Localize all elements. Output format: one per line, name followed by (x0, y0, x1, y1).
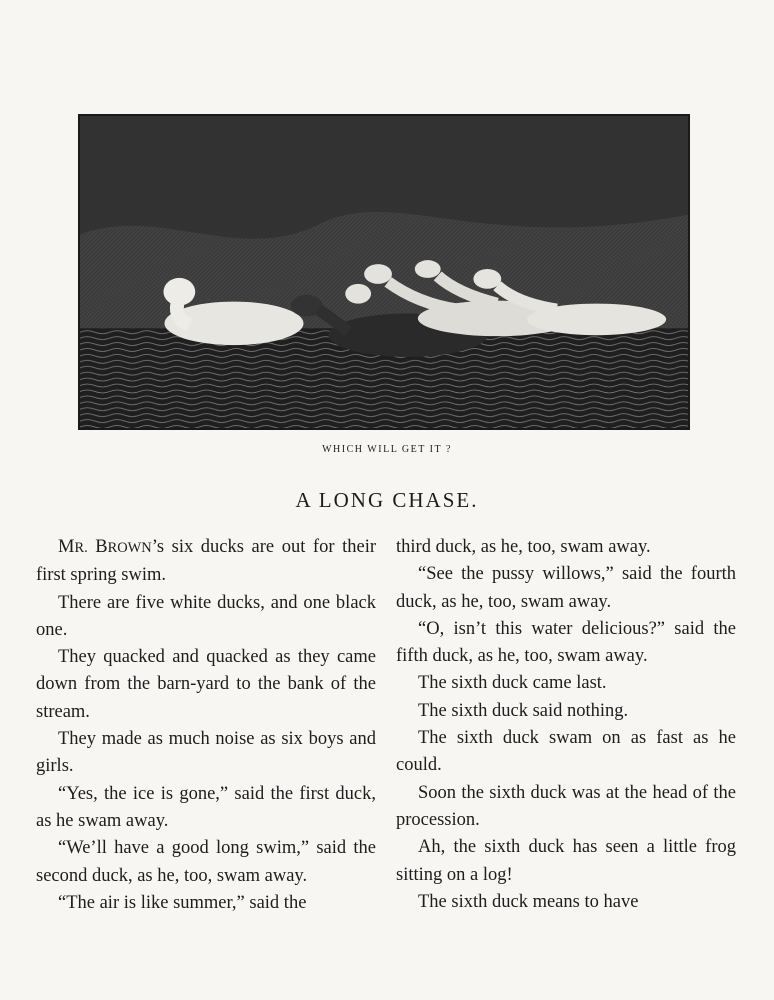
paragraph: “We’ll have a good long swim,” said the second duck, as he, too, swam away. (36, 838, 376, 886)
paragraph: “O, isn’t this water delicious?” said the fifth duck, as he, too, swam away. (396, 618, 736, 667)
article-title: A LONG CHASE. (295, 488, 479, 512)
paragraph: “Yes, the ice is gone,” said the first duck, as he swam away. (36, 783, 376, 831)
paragraph: The sixth duck said nothing. (418, 700, 629, 721)
paragraph: “The air is like summer,” said the (58, 892, 307, 913)
right-column (396, 534, 736, 916)
paragraph: They made as much noise as six boys and girls. (36, 729, 376, 777)
paragraph-continued: third duck, as he, too, swam away. (396, 537, 651, 557)
paragraph: Soon the sixth duck was at the head of the procession. (396, 782, 736, 830)
left-column (36, 534, 376, 917)
paragraph: The sixth duck swam on as fast as he could. (396, 728, 736, 776)
paragraph: Ah, the sixth duck has seen a little frog sitting on a log! (396, 837, 736, 885)
opening-paragraph: MR. BROWN’s six ducks are out for their first spring swim. (36, 537, 376, 586)
paragraph: “See the pussy willows,” said the fourth duck, as he, too, swam away. (396, 564, 736, 612)
paragraph: The sixth duck means to have (418, 891, 639, 912)
figure-caption: WHICH WILL GET IT ? (322, 444, 452, 455)
paragraph: The sixth duck came last. (418, 673, 607, 694)
paragraph: They quacked and quacked as they came down from the barn-yard to the bank of the stream. (36, 647, 376, 722)
duck-engraving (78, 114, 690, 430)
paragraph: There are five white ducks, and one black one. (36, 592, 376, 640)
